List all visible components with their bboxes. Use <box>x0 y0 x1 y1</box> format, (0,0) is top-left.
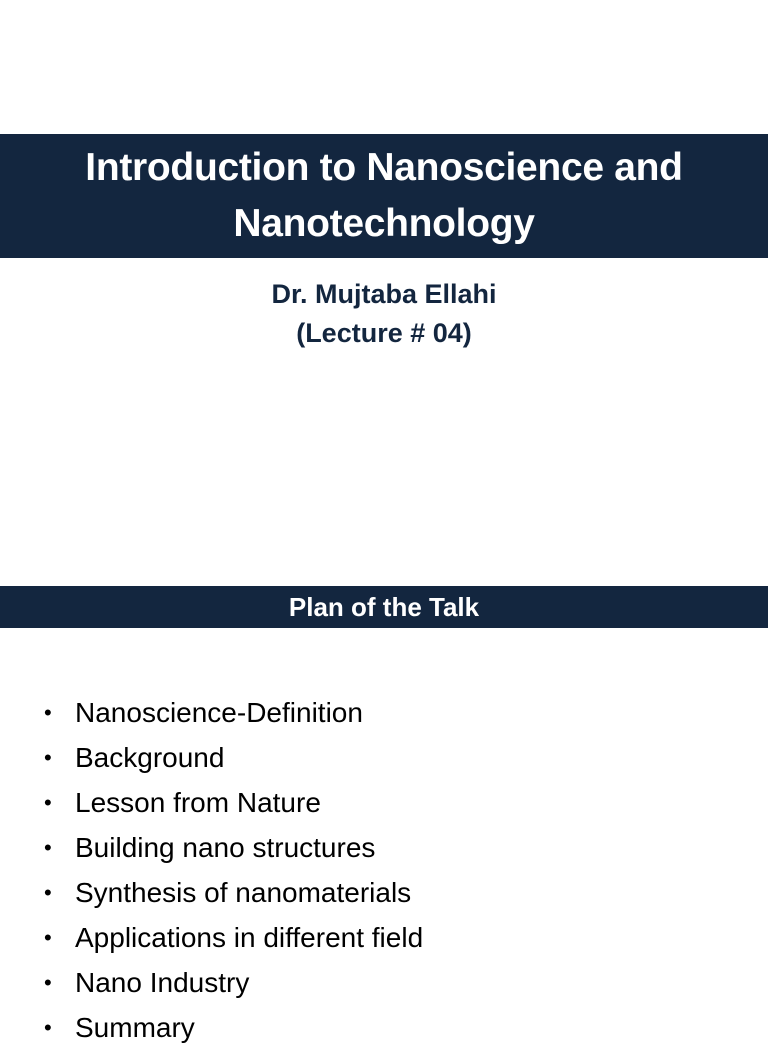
author-name: Dr. Mujtaba Ellahi <box>271 279 497 309</box>
plan-heading: Plan of the Talk <box>288 592 480 622</box>
list-item-text: Summary <box>75 1012 195 1043</box>
list-item-text: Lesson from Nature <box>75 787 321 818</box>
lecture-number: (Lecture # 04) <box>296 318 472 348</box>
list-item <box>44 690 423 735</box>
agenda-list <box>44 690 423 1050</box>
list-item-text: Nano Industry <box>75 967 250 998</box>
list-item-text: Building nano structures <box>75 832 376 863</box>
list-item <box>44 1005 423 1050</box>
bullet-icon: • <box>44 1015 52 1040</box>
slide-title: Introduction to Nanoscience and Nanotechnology <box>85 146 683 245</box>
list-item <box>44 915 423 960</box>
title-banner <box>0 134 768 258</box>
plan-banner <box>0 586 768 628</box>
bullet-icon: • <box>44 745 52 770</box>
bullet-icon: • <box>44 700 52 725</box>
list-item <box>44 780 423 825</box>
bullet-icon: • <box>44 790 52 815</box>
bullet-icon: • <box>44 925 52 950</box>
list-item-text: Background <box>75 742 225 773</box>
list-item <box>44 735 423 780</box>
bullet-icon: • <box>44 970 52 995</box>
list-item <box>44 960 423 1005</box>
list-item <box>44 825 423 870</box>
bullet-icon: • <box>44 880 52 905</box>
bullet-icon: • <box>44 835 52 860</box>
list-item-text: Nanoscience-Definition <box>75 697 363 728</box>
list-item <box>44 870 423 915</box>
list-item-text: Synthesis of nanomaterials <box>75 877 412 908</box>
author-block <box>0 275 768 353</box>
list-item-text: Applications in different field <box>75 922 424 953</box>
